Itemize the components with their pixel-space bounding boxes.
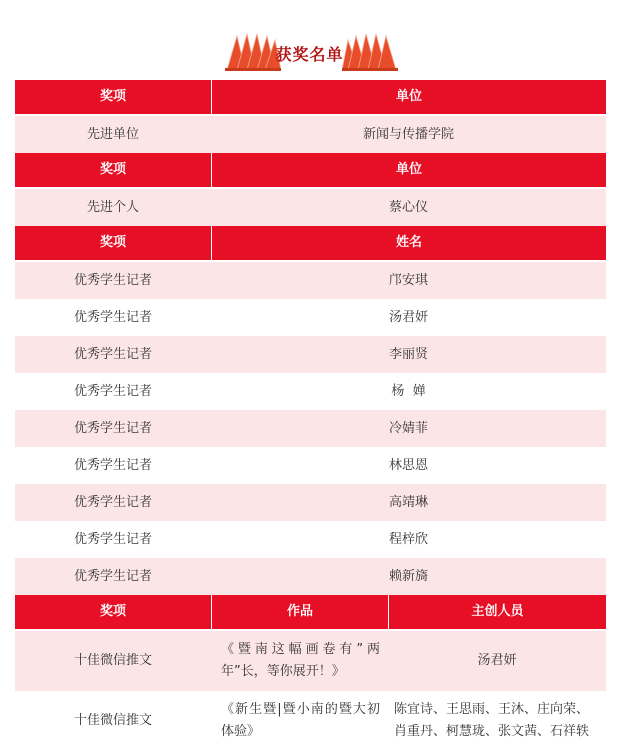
cell-award: 优秀学生记者: [73, 346, 152, 362]
table-header-row: [15, 226, 606, 260]
cell-name: 冷婧菲: [388, 420, 428, 436]
cell-unit: 新闻与传播学院: [362, 126, 454, 142]
cell-award: 十佳微信推文: [73, 713, 152, 728]
table-row: [15, 447, 606, 484]
table-row: [15, 336, 606, 373]
cell-creators: 汤君妍: [477, 653, 517, 668]
cell-name: 程梓欣: [388, 531, 428, 547]
cell-name: 赖新旖: [388, 568, 428, 584]
header-cell-unit: 单位: [211, 153, 606, 187]
cell-award: 优秀学生记者: [73, 309, 152, 325]
cell-name: 杨 婵: [391, 383, 426, 399]
table-row: [15, 373, 606, 410]
cell-award: 优秀学生记者: [73, 494, 152, 510]
table-row: [15, 299, 606, 336]
cell-name: 邝安琪: [388, 272, 428, 288]
cell-award: 优秀学生记者: [73, 272, 152, 288]
header-cell-unit: 单位: [211, 80, 606, 114]
decorative-fan-right-icon: [342, 30, 400, 72]
cell-award: 先进单位: [86, 126, 139, 142]
cell-name: 高靖琳: [388, 494, 428, 510]
table-row: [15, 558, 606, 595]
table-header-row: [15, 80, 606, 114]
table-header-row: [15, 153, 606, 187]
cell-award: 优秀学生记者: [73, 383, 152, 399]
page-title: 获奖名单: [275, 45, 344, 64]
table-row: [15, 484, 606, 521]
cell-unit: 蔡心仪: [388, 199, 428, 215]
table-row: [15, 521, 606, 558]
cell-award: 优秀学生记者: [73, 531, 152, 547]
header-cell-creators: 主创人员: [388, 595, 606, 629]
cell-name: 林思恩: [388, 457, 428, 473]
cell-award: 优秀学生记者: [73, 568, 152, 584]
cell-work: 《暨南这幅画卷有”两年”长，等你展开！》: [221, 642, 380, 679]
cell-creators: 陈宜诗、王思雨、王沐、庄向荣、肖重丹、柯慧珑、张文茜、石祥轶: [394, 702, 590, 739]
table-row: [15, 116, 606, 153]
table-row: [15, 631, 606, 691]
header-cell-award: 奖项: [15, 226, 211, 260]
cell-name: 李丽贤: [388, 346, 428, 362]
section-title: [0, 30, 619, 72]
table-row: [15, 262, 606, 299]
header-cell-award: 奖项: [15, 595, 211, 629]
table-row: [15, 189, 606, 226]
cell-work: 《新生暨|暨小南的暨大初体验》: [221, 702, 380, 739]
header-cell-name: 姓名: [211, 226, 606, 260]
cell-award: 先进个人: [86, 199, 139, 215]
cell-award: 优秀学生记者: [73, 420, 152, 436]
cell-award: 十佳微信推文: [73, 653, 152, 668]
award-table: [15, 80, 606, 751]
table-row: [15, 410, 606, 447]
header-cell-award: 奖项: [15, 153, 211, 187]
cell-award: 优秀学生记者: [73, 457, 152, 473]
header-cell-work: 作品: [211, 595, 388, 629]
cell-name: 汤君妍: [388, 309, 428, 325]
table-header-row: [15, 595, 606, 629]
table-row: [15, 691, 606, 751]
header-cell-award: 奖项: [15, 80, 211, 114]
